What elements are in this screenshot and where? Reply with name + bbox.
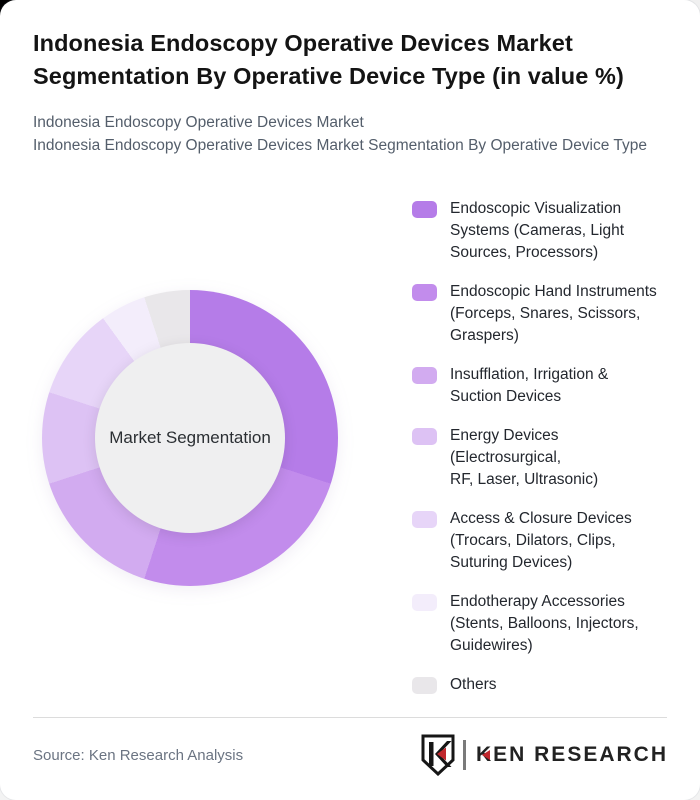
legend-item — [412, 674, 668, 696]
logo-wordmark — [476, 743, 668, 767]
legend-label: Endotherapy Accessories (Stents, Balloons, Injectors, Guidewires) — [450, 593, 639, 654]
legend-label: Endoscopic Hand Instruments (Forceps, Snares, Scissors, Graspers) — [450, 283, 657, 344]
legend-swatch — [412, 677, 437, 694]
legend-item — [412, 198, 668, 264]
legend-label: Endoscopic Visualization Systems (Cameras, Light Sources, Processors) — [450, 200, 624, 261]
footer-divider — [33, 717, 667, 718]
legend-swatch — [412, 367, 437, 384]
legend-swatch — [412, 201, 437, 218]
logo-divider — [463, 740, 466, 770]
page-title: Indonesia Endoscopy Operative Devices Market Segmentation By Operative Device Type (in value %) — [33, 30, 624, 89]
legend-item — [412, 364, 668, 408]
subtitle-line-1: Indonesia Endoscopy Operative Devices Market — [33, 114, 364, 131]
legend-swatch — [412, 284, 437, 301]
legend-label: Others — [450, 676, 497, 693]
chart-legend — [412, 198, 668, 696]
donut-hole — [95, 343, 285, 533]
legend-item — [412, 591, 668, 657]
legend-label: Energy Devices (Electrosurgical, RF, Laser, Ultrasonic) — [450, 427, 599, 488]
chart-center-label: Market Segmentation — [109, 428, 271, 447]
subtitle-block — [33, 112, 667, 157]
donut-chart — [42, 290, 338, 586]
ken-research-shield-icon — [421, 734, 455, 776]
legend-item — [412, 281, 668, 347]
legend-swatch — [412, 511, 437, 528]
logo-red-triangle-icon — [482, 750, 490, 760]
legend-item — [412, 508, 668, 574]
legend-label: Insufflation, Irrigation & Suction Devices — [450, 366, 609, 405]
source-note: Source: Ken Research Analysis — [33, 747, 244, 764]
logo-wordmark-text: KEN RESEARCH — [475, 743, 668, 766]
ken-research-logo — [421, 733, 668, 777]
subtitle-line-2: Indonesia Endoscopy Operative Devices Market Segmentation By Operative Device Type — [33, 136, 648, 154]
legend-swatch — [412, 428, 437, 445]
legend-label: Access & Closure Devices (Trocars, Dilators, Clips, Suturing Devices) — [450, 510, 632, 571]
legend-swatch — [412, 594, 437, 611]
legend-item — [412, 425, 668, 491]
